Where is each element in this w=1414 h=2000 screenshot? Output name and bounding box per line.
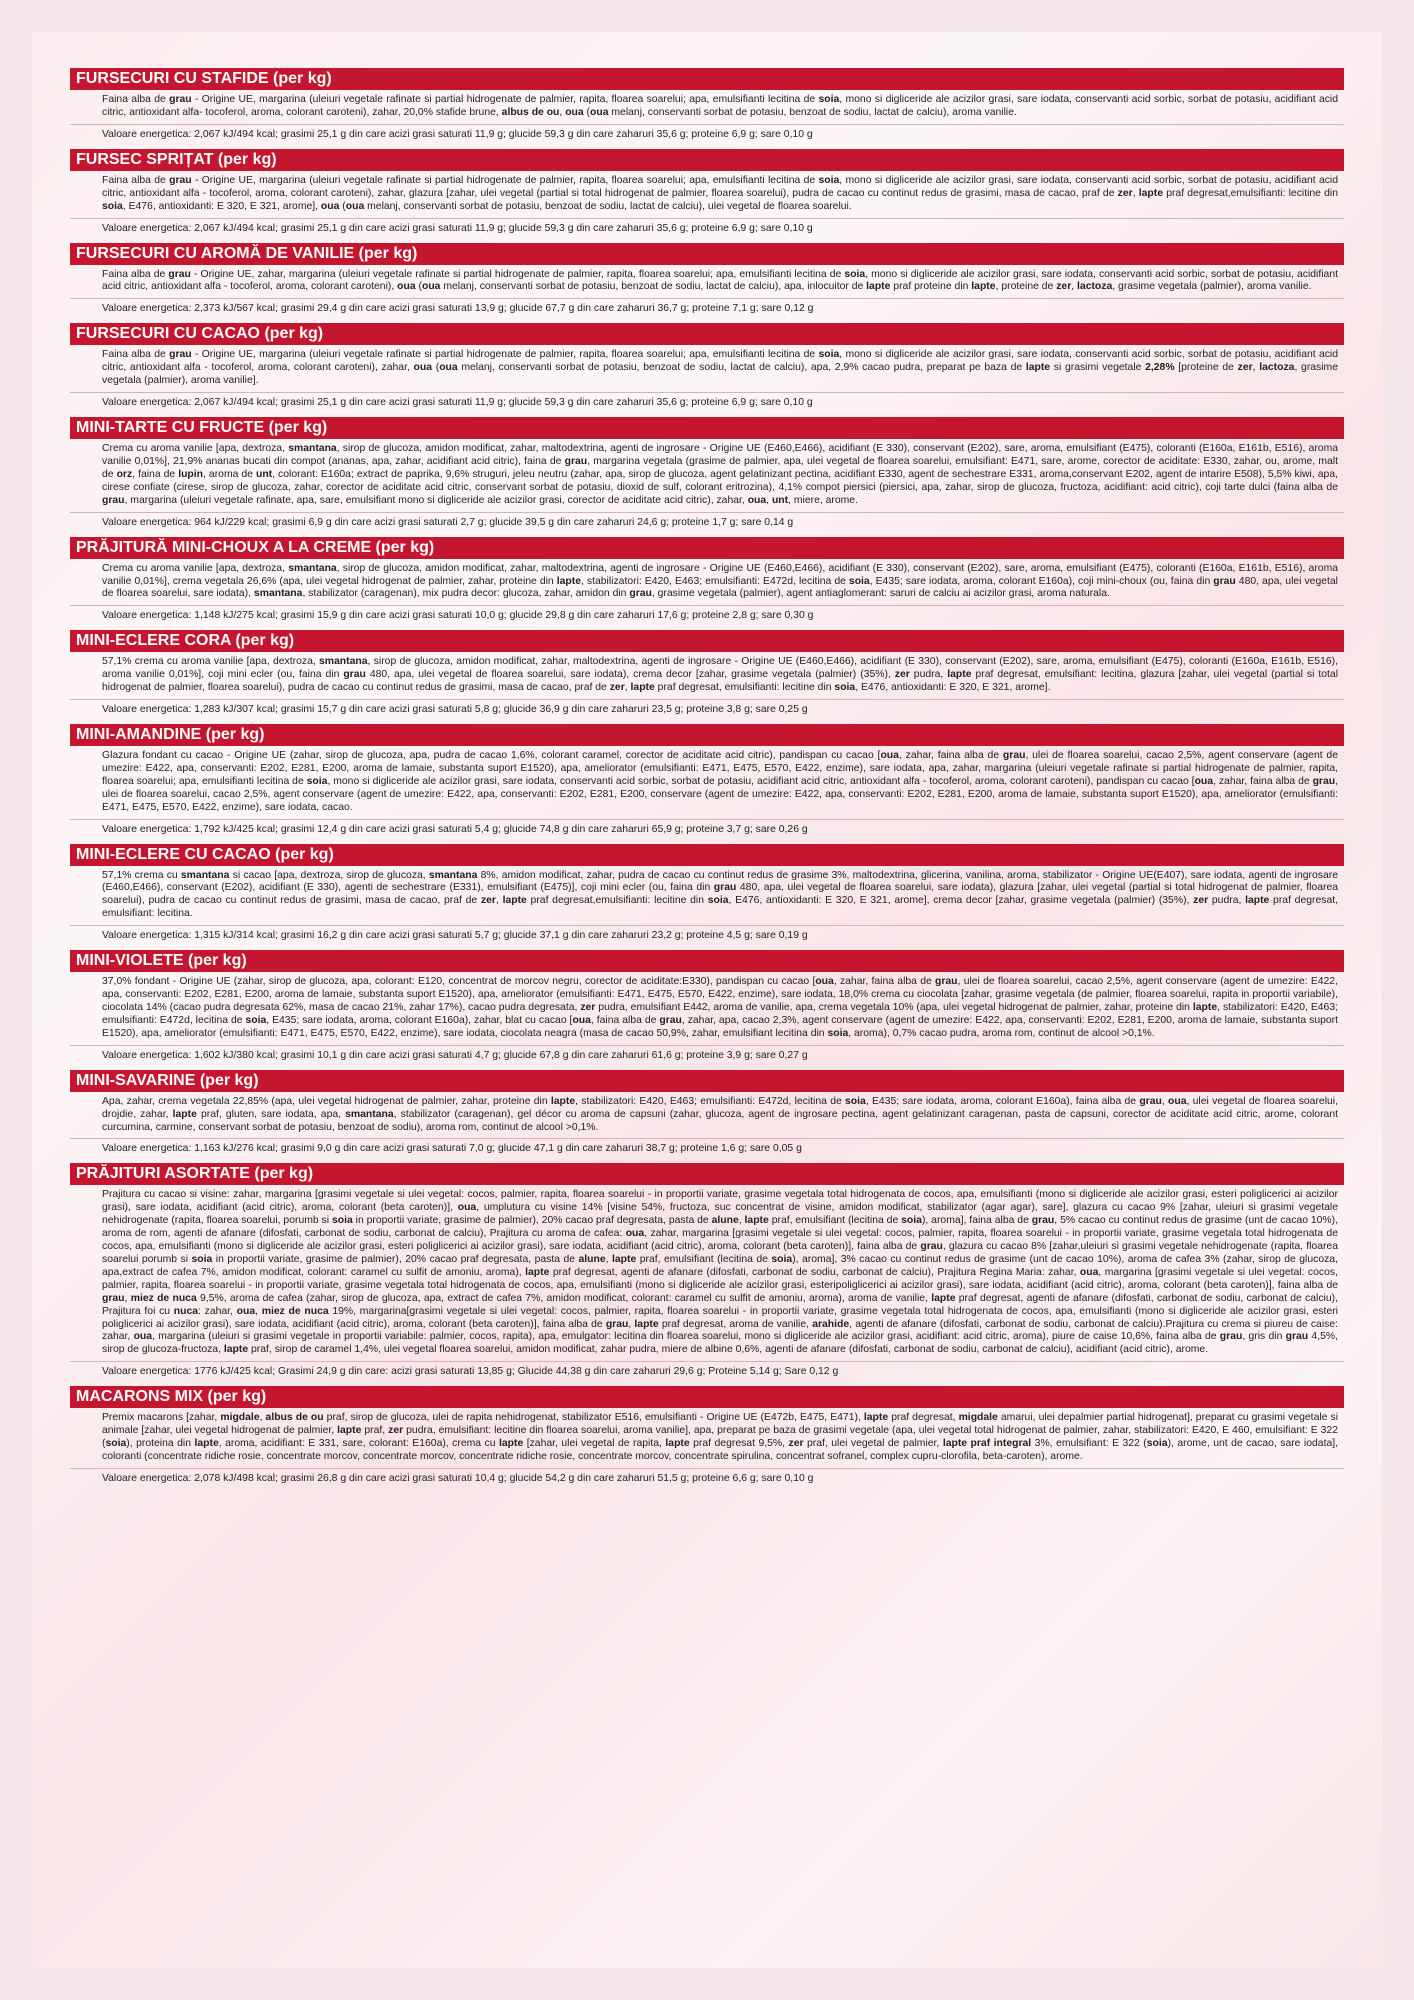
page xyxy=(32,32,1382,1968)
product-title: MINI-AMANDINE (per kg) xyxy=(70,724,1344,746)
product-title: FURSECURI CU STAFIDE (per kg) xyxy=(70,68,1344,90)
nutrition-values: Valoare energetica: 1,148 kJ/275 kcal; grasimi 15,9 g din care acizi grasi saturati 10,0 g; glucide 29,8 g din care zaharuri 17,6 g; proteine 2,8 g; sare 0,30 g xyxy=(70,605,1344,625)
product-section xyxy=(70,1386,1344,1488)
product-title: PRĂJITURI ASORTATE (per kg) xyxy=(70,1163,1344,1185)
product-section xyxy=(70,417,1344,532)
ingredients-text: Prajitura cu cacao si visine: zahar, margarina [grasimi vegetale si ulei vegetal: cocos, palmier, rapita, floarea soarelui - in proportii variate, grasime vegetala total hidrogenata de cocos, apa, emulsifianti (mono si digliceride ale acizilor grasi, esteri poliglicerici ai acizilor grasi), sare iodata, acidifiant (acid citric), aroma, colorant (beta caroten)], oua, umplutura cu visine 14% [visine 54%, fructoza, suc concentrat de visine, amidon modificat, stabilizator (agar agar), sare], glazura cu cacao 9% [zahar, uleiuri si grasimi vegetale nehidrogenate (rapita, floarea soarelui, porumb si soia in proportii variate, grasime de palmier), 20% cacao praf degresata, pasta de alune, lapte praf, emulsifiant (lecitina de soia), aroma], faina alba de grau, 5% cacao cu continut redus de grasime (unt de cacao 10%), aroma de rom, agenti de afanare (difosfati, carbonat de sodiu, carbonat de calciu), Prajitura cu aroma de cafea: oua, zahar, margarina [grasimi vegetale si ulei vegetal: cocos, palmier, rapita, floarea soarelui - in proportii variate, grasime vegetala total hidrogenata de cocos, apa, emulsifianti (mono si digliceride ale acizilor grasi, esteri poliglicerici ai acizilor grasi), sare iodata, acidifiant (acid citric), aroma, colorant (beta caroten)], faina alba de grau, glazura cu cacao 8% [zahar,uleiuri si grasimi vegetale nehidrogenate (rapita, floarea soarelui porumb si soia in proportii variate, grasime de palmier), 20% cacao praf degresata, pasta de alune, lapte praf, emulsifiant (lecitina de soia), aroma], 3% cacao cu continut redus de grasime (unt de cacao 10%), aroma de cafea 3% (zahar, sirop de glucoza, apa,extract de cafea 7%, amidon modificat, colorant: caramel cu sulfit de amoniu, aroma), lapte praf degresat, agenti de afanare (difosfati, carbonat de sodiu, carbonat de calciu), Prajitura Regina Maria: zahar, oua, margarina [grasimi vegetale si ulei vegetal: cocos, palmier, rapita, floarea soarelui - in proportii variate, grasime vegetala total hidrogenata de cocos, apa, emulsifianti (mono si digliceride ale acizilor grasi, esteripoliglicerici ai acizilor grasi), sare iodata, acidifiant (acid citric), aroma, colorant (beta caroten)], faina alba de grau, miez de nuca 9,5%, aroma de cafea (zahar, sirop de glucoza, apa, extract de cafea 7%, amidon modificat, colorant: caramel cu sulfit de amoniu, aroma), aroma de vanilie, lapte praf degresat, agenti de afanare (difosfati, carbonat de sodiu, carbonat de calciu), Prajitura foi cu nuca: zahar, oua, miez de nuca 19%, margarina[grasimi vegetale si ulei vegetal: cocos, palmier, rapita, floarea soarelui - in proportii variate, grasime vegetala total hidrogenata de cocos, apa, emulsifianti (mono si digliceride ale acizilor grasi, esteri poliglicerici ai acizilor grasi), sare iodata, acidifiant (acid citric), aroma, colorant (beta caroten)], faina alba de grau, lapte praf degresat, aroma de vanilie, arahide, agenti de afanare (difosfati, carbonat de sodiu, carbonat de calciu).Prajitura cu crema si piureu de caise: zahar, oua, margarina (uleiuri si grasimi vegetale in proportii variabile: palmier, cocos, rapita), apa, emulgator: lecitina din floarea soarelui, mono si digliceride ale acizilor grasi, acidifiant: acid citric, aroma), piure de caise 10,6%, faina alba de grau, gris din grau 4,5%, sirop de glucoza-fructoza, lapte praf, sirop de caramel 1,4%, ulei vegetal floarea soarelui, amidon modificat, zahar pudra, miere de albine 0,6%, agenti de afanare (difosfati, carbonat de sodiu, carbonat de calciu), acidifiant (acid citric), arome. xyxy=(102,1189,1339,1356)
product-section xyxy=(70,68,1344,144)
product-section xyxy=(70,844,1344,946)
ingredients-text: Faina alba de grau - Origine UE, margarina (uleiuri vegetale rafinate si partial hidrogenate de palmier, rapita, floarea soarelui; apa, emulsifianti lecitina de soia, mono si digliceride ale acizilor grasi, sare iodata, conservanti acid sorbic, sorbat de potasiu, acidifiant acid citric, antioxidant alfa - tocoferol, aroma, colorant caroteni), zahar, glazura [zahar, ulei vegetal (partial si total hidrogenat de palmier, floarea soarelui), pudra de cacao cu continut redus de grasimi, masa de cacao, praf de zer, lapte praf degresat,emulsifianti: lecitine din soia, E476, antioxidanti: E 320, E 321, arome], oua (oua melanj, conservanti sorbat de potasiu, benzoat de sodiu, lactat de calciu), ulei vegetal de floarea soarelui. xyxy=(102,174,1338,212)
ingredients-text: 57,1% crema cu smantana si cacao [apa, dextroza, sirop de glucoza, smantana 8%, amidon modificat, zahar, pudra de cacao cu continut redus de grasime 3%, maltodextrina, glicerina, vanilina, aroma, stabilizator - Origine UE(E407), sare iodata, agenti de ingrosare (E460,E466), conservant (E202), acidifiant (E 330), agenti de sechestrare (E331), emulsifiant (E475)], coji mini ecler (ou, faina din grau 480, apa, ulei vegetal de floarea soarelui, sare iodata), glazura [zahar, ulei vegetal (partial si total hidrogenat de palmier, floarea soarelui), pudra de cacao cu continut redus de grasimi, masa de cacao, praf de zer, lapte praf degresat,emulsifianti: lecitine din soia, E476, antioxidanti: E 320, E 321, arome], crema decor [zahar, grasime vegetala (palmier) (35%), zer pudra, lapte praf degresat, emulsifiant: lecitina. xyxy=(102,869,1339,920)
product-title: FURSEC SPRIȚAT (per kg) xyxy=(70,149,1344,171)
product-title: MACARONS MIX (per kg) xyxy=(70,1386,1344,1408)
ingredients-text: Faina alba de grau - Origine UE, margarina (uleiuri vegetale rafinate si partial hidrogenate de palmier, rapita, floarea soarelui; apa, emulsifianti lecitina de soia, mono si digliceride ale acizilor grasi, sare iodata, conservanti acid sorbic, sorbat de potasiu, acidifiant acid citric, antioxidant alfa - tocoferol, aroma, colorant caroteni), zahar, oua (oua melanj, conservanti sorbat de potasiu, benzoat de sodiu, lactat de calciu), apa, 2,9% cacao pudra, preparat pe baza de lapte si grasimi vegetale 2,28% [proteine de zer, lactoza, grasime vegetala (palmier), aroma vanilie]. xyxy=(102,349,1338,387)
product-list xyxy=(70,68,1344,1493)
nutrition-values: Valoare energetica: 2,067 kJ/494 kcal; grasimi 25,1 g din care acizi grasi saturati 11,9 g; glucide 59,3 g din care zaharuri 35,6 g; proteine 6,9 g; sare 0,10 g xyxy=(70,392,1344,412)
product-title: MINI-TARTE CU FRUCTE (per kg) xyxy=(70,417,1344,439)
ingredients-text: Premix macarons [zahar, migdale, albus de ou praf, sirop de glucoza, ulei de rapita nehidrogenat, stabilizator E516, emulsifianti - Origine UE (E472b, E475, E471), lapte praf degresat, migdale amarui, ulei depalmier partial hidrogenat], preparat cu grasimi vegetale si animale [zahar, ulei vegetal hidrogenat de palmier, lapte praf, zer pudra, emulsifiant: lecitine din floarea soarelui, aroma vanilie], apa, preparat pe baza de grasimi vegetale (apa, ulei vegetal total hidrogenat de palmier, zahar, stabilizatori: E420, E 460, emulsifiant: E 322 (soia), proteina din lapte, aroma, acidifiant: E 331, sare, colorant: E160a), crema cu lapte [zahar, ulei vegetal de rapita, lapte praf degresat 9,5%, zer praf, ulei vegetal de palmier, lapte praf integral 3%, emulsifiant: E 322 (soia), arome, unt de cacao, sare iodata], coloranti (concentrate ridiche rosie, concentrate morcov, concentrate morcov, concentrate ridiche rosie, concentrate morcov, concentrate spirulina, concentrat sofranel, complex cupru-clorofila, beta-caroten), arome. xyxy=(102,1412,1339,1462)
product-section xyxy=(70,243,1344,319)
product-title: FURSECURI CU AROMĂ DE VANILIE (per kg) xyxy=(70,243,1344,265)
ingredients-text: Glazura fondant cu cacao - Origine UE (zahar, sirop de glucoza, apa, pudra de cacao 1,6%, colorant caramel, corector de aciditate acid citric), pandispan cu cacao [oua, zahar, faina alba de grau, ulei de floarea soarelui, cacao 2,5%, agent conservare (agent de umezire: E422, apa, conservanti: E202, E281, E200, aroma de lamaie, substanta suport E1520), apa, ameliorator (emulsifianti: E471, E475, E570, E422, enzime), sare iodata, apa, zahar, margarina (uleiuri vegetale rafinate si partial hidrogenate de palmier, rapita, floarea soarelui; apa, emulsifianti lecitina de soia, mono si digliceride ale acizilor grasi, sare iodata, conservanti acid sorbic, sorbat de potasiu, acidifiant acid citric, antioxidant alfa - tocoferol, aroma, colorant caroteni), pandispan cu cacao [oua, zahar, faina alba de grau, ulei de floarea soarelui, cacao 2,5%, agent conservare (agent de umezire: E422, apa, conservanti: E202, E281, E200, conservare (agent de umezire: E422, apa, conservanti: E202, E281, E200, aroma de lamaie, substanta suport E1520), apa, ameliorator (emulsifianti: E471, E475, E570, E422, enzime), sare iodata, cacao. xyxy=(102,750,1338,813)
nutrition-values: Valoare energetica: 2,067 kJ/494 kcal; grasimi 25,1 g din care acizi grasi saturati 11,9 g; glucide 59,3 g din care zaharuri 35,6 g; proteine 6,9 g; sare 0,10 g xyxy=(70,124,1344,144)
nutrition-values: Valoare energetica: 2,078 kJ/498 kcal; grasimi 26,8 g din care acizi grasi saturati 10,4 g; glucide 54,2 g din care zaharuri 51,5 g; proteine 6,6 g; sare 0,10 g xyxy=(70,1468,1344,1488)
product-title: PRĂJITURĂ MINI-CHOUX A LA CREME (per kg) xyxy=(70,537,1344,559)
product-section xyxy=(70,1163,1344,1381)
ingredients-text: 37,0% fondant - Origine UE (zahar, sirop de glucoza, apa, colorant: E120, concentrat de morcov negru, corector de aciditate:E330), pandispan cu cacao [oua, zahar, faina alba de grau, ulei de floarea soarelui, cacao 2,5%, agent conservare (agent de umezire: E422, apa, conservanti: E202, E281, E200, aroma de lamaie, substanta suport E1520), apa, ameliorator (emulsifianti: E471, E475, E570, E422, enzime), sare iodata, 18,0% crema cu ciocolata [zahar, grasime vegetala (de palmier, floarea soarelui, rapita in proportii variabile), ciocolata 14% (cacao pudra degresata 62%, masa de cacao 21%, zahar 17%), cacao pudra degresata, zer pudra, emulsifiant E442, aroma de vanilie, apa, crema vegetala 10% (apa, ulei vegetal hidrogenat de palmier, zahar, proteine din lapte, stabilizatori: E420, E463; emulsifianti: E472d, lecitina de soia, E435; sare iodata, aroma, colorant E160a), zahar, blat cu cacao [oua, faina alba de grau, zahar, apa, cacao 2,3%, agent conservare (agent de umezire: E422, apa, conservanti: E202, E281, E200, aroma de lamaie, substanta suport E1520), apa, ameliorator (emulsifianti: E471, E475, E570, E422, enzime), sare iodata, ciocolata neagra (masa de cacao 50,9%, zahar, emulsifiant lecitina din soia, aroma), 0,7% cacao pudra, aroma rom, continut de alcool >0,1%. xyxy=(102,976,1338,1039)
nutrition-values: Valoare energetica: 1,283 kJ/307 kcal; grasimi 15,7 g din care acizi grasi saturati 5,8 g; glucide 36,9 g din care zaharuri 23,5 g; proteine 3,8 g; sare 0,25 g xyxy=(70,699,1344,719)
nutrition-values: Valoare energetica: 964 kJ/229 kcal; grasimi 6,9 g din care acizi grasi saturati 2,7 g; glucide 39,5 g din care zaharuri 24,6 g; proteine 1,7 g; sare 0,14 g xyxy=(70,512,1344,532)
ingredients-text: Crema cu aroma vanilie [apa, dextroza, smantana, sirop de glucoza, amidon modificat, zahar, maltodextrina, agenti de ingrosare - Origine UE (E460,E466), acidifiant (E 330), conservant (E202), sare, aroma, emulsifiant (E475), coloranti (E160a, E161b, E516), aroma vanilie 0,01%], crema vegetala 26,6% (apa, ulei vegetal hidrogenat de palmier, zahar, proteine din lapte, stabilizatori: E420, E463; emulsifianti: E472d, lecitina de soia, E435; sare iodata, aroma, colorant E160a), coji mini-choux (ou, faina din grau 480, apa, ulei vegetal de floarea soarelui, sare iodata), smantana, stabilizator (caragenan), mix pudra decor: glucoza, zahar, amidon din grau, grasime vegetala (palmier), agent antiaglomerant: saruri de calciu ai acizilor grasi, aroma naturala. xyxy=(102,562,1339,600)
product-title: MINI-VIOLETE (per kg) xyxy=(70,950,1344,972)
nutrition-values: Valoare energetica: 1,602 kJ/380 kcal; grasimi 10,1 g din care acizi grasi saturati 4,7 g; glucide 67,8 g din care zaharuri 61,6 g; proteine 3,9 g; sare 0,27 g xyxy=(70,1045,1344,1065)
product-section xyxy=(70,323,1344,412)
ingredients-text: Apa, zahar, crema vegetala 22,85% (apa, ulei vegetal hidrogenat de palmier, zahar, proteine din lapte, stabilizatori: E420, E463; emulsifianti: E472d, lecitina de soia, E435; sare iodata, aroma, colorant E160a), faina alba de grau, oua, ulei vegetal de floarea soarelui, drojdie, zahar, lapte praf, gluten, sare iodata, apa, smantana, stabilizator (caragenan), gel décor cu aroma de capsuni (zahar, glucoza, agent de ingrosare pectina, agent gelatinizant caragenan, pasta de capsuni, corector de aciditate acid citric, arome, colorant curcumina, carmine, conservant sorbat de potasiu, benzoat de sodiu), aroma rom, continut de alcool >0,1%. xyxy=(102,1095,1338,1133)
nutrition-values: Valoare energetica: 1,315 kJ/314 kcal; grasimi 16,2 g din care acizi grasi saturati 5,7 g; glucide 37,1 g din care zaharuri 23,2 g; proteine 4,5 g; sare 0,19 g xyxy=(70,925,1344,945)
nutrition-values: Valoare energetica: 1,163 kJ/276 kcal; grasimi 9,0 g din care acizi grasi saturati 7,0 g; glucide 47,1 g din care zaharuri 38,7 g; proteine 1,6 g; sare 0,05 g xyxy=(70,1138,1344,1158)
product-section xyxy=(70,630,1344,719)
product-title: MINI-ECLERE CORA (per kg) xyxy=(70,630,1344,652)
product-title: FURSECURI CU CACAO (per kg) xyxy=(70,323,1344,345)
product-title: MINI-ECLERE CU CACAO (per kg) xyxy=(70,844,1344,866)
nutrition-values: Valoare energetica: 1776 kJ/425 kcal; Grasimi 24,9 g din care: acizi grasi saturati 13,85 g; Glucide 44,38 g din care zaharuri 29,6 g; Proteine 5,14 g; Sare 0,12 g xyxy=(70,1361,1344,1381)
nutrition-values: Valoare energetica: 2,067 kJ/494 kcal; grasimi 25,1 g din care acizi grasi saturati 11,9 g; glucide 59,3 g din care zaharuri 35,6 g; proteine 6,9 g; sare 0,10 g xyxy=(70,218,1344,238)
product-section xyxy=(70,149,1344,238)
product-section xyxy=(70,950,1344,1065)
product-section xyxy=(70,1070,1344,1159)
nutrition-values: Valoare energetica: 2,373 kJ/567 kcal; grasimi 29,4 g din care acizi grasi saturati 13,9 g; glucide 67,7 g din care zaharuri 36,7 g; proteine 7,1 g; sare 0,12 g xyxy=(70,298,1344,318)
ingredients-text: 57,1% crema cu aroma vanilie [apa, dextroza, smantana, sirop de glucoza, amidon modificat, zahar, maltodextrina, agenti de ingrosare - Origine UE (E460,E466), acidifiant (E 330), conservant (E202), sare, aroma, emulsifiant (E475), coloranti (E160a, E161b, E516), aroma vanilie 0,01%], coji mini ecler (ou, faina din grau 480, apa, ulei vegetal de floarea soarelui, sare iodata), crema decor [zahar, grasime vegetala (palmier) (35%), zer pudra, lapte praf degresat, emulsifiant: lecitina, glazura [zahar, ulei vegetal (partial si total hidrogenat de palmier, floarea soarelui), pudra de cacao cu continut redus de grasimi, masa de cacao, praf de zer, lapte praf degresat, emulsifianti: lecitine din soia, E476, antioxidanti: E 320, E 321, arome]. xyxy=(102,656,1339,694)
ingredients-text: Crema cu aroma vanilie [apa, dextroza, smantana, sirop de glucoza, amidon modificat, zahar, maltodextrina, agenti de ingrosare - Origine UE (E460,E466), acidifiant (E 330), conservant (E202), sare, aroma, emulsifiant (E475), coloranti (E160a, E161b, E516), aroma vanilie 0,01%], 21,9% ananas bucati din compot (ananas, apa, zahar, acidifiant acid citric), faina de grau, margarina vegetala (grasime de palmier, apa, ulei vegetal de floarea soarelui, emulsifiant: E471, sare, arome, corector de aciditate: E330, zahar, ou, arome, malt de orz, faina de lupin, aroma de unt, colorant: E160a; extract de paprika, 9,6% struguri, jeleu neutru (zahar, apa, sirop de glucoza, agent gelatinizant pectina, acidifiant E330, agent de sechestrare E331, aroma,conservant E202, agent de intarire E508), 5,5% kiwi, apa, cirese confiate (cirese, sirop de glucoza, zahar, corector de aciditate acid citric, conservant sorbat de potasiu, dioxid de sulf, colorant eritrozina), 4,1% compot piersici (piersici, apa, zahar, sirop de glucoza, fructoza, acidifiant: acid citric), coji tarte dulci (faina alba de grau, margarina (uleiuri vegetale rafinate, apa, sare, emulsifiant mono si digliceride ale acizilor grasi, corector de aciditate acid citric), zahar, oua, unt, miere, arome. xyxy=(102,443,1339,506)
product-section xyxy=(70,537,1344,626)
product-title: MINI-SAVARINE (per kg) xyxy=(70,1070,1344,1092)
product-section xyxy=(70,724,1344,839)
ingredients-text: Faina alba de grau - Origine UE, zahar, margarina (uleiuri vegetale rafinate si partial hidrogenate de palmier, rapita, floarea soarelui; apa, emulsifianti lecitina de soia, mono si digliceride ale acizilor grasi, sare iodata, conservanti acid sorbic, sorbat de potasiu, acidifiant acid citric, antioxidant alfa - tocoferol, aroma, colorant caroteni), oua (oua melanj, conservanti sorbat de potasiu, benzoat de sodiu, lactat de calciu), apa, inlocuitor de lapte praf proteine din lapte, proteine de zer, lactoza, grasime vegetala (palmier), aroma vanilie. xyxy=(102,268,1338,293)
ingredients-text: Faina alba de grau - Origine UE, margarina (uleiuri vegetale rafinate si partial hidrogenate de palmier, rapita, floarea soarelui; apa, emulsifianti lecitina de soia, mono si digliceride ale acizilor grasi, sare iodata, conservanti acid sorbic, sorbat de potasiu, acidifiant acid citric, antioxidant alfa- tocoferol, aroma, colorant caroteni), zahar, 20,0% stafide brune, albus de ou, oua (oua melanj, conservanti sorbat de potasiu, benzoat de sodiu, lactat de calciu), aroma vanilie. xyxy=(102,94,1338,118)
nutrition-values: Valoare energetica: 1,792 kJ/425 kcal; grasimi 12,4 g din care acizi grasi saturati 5,4 g; glucide 74,8 g din care zaharuri 65,9 g; proteine 3,7 g; sare 0,26 g xyxy=(70,819,1344,839)
